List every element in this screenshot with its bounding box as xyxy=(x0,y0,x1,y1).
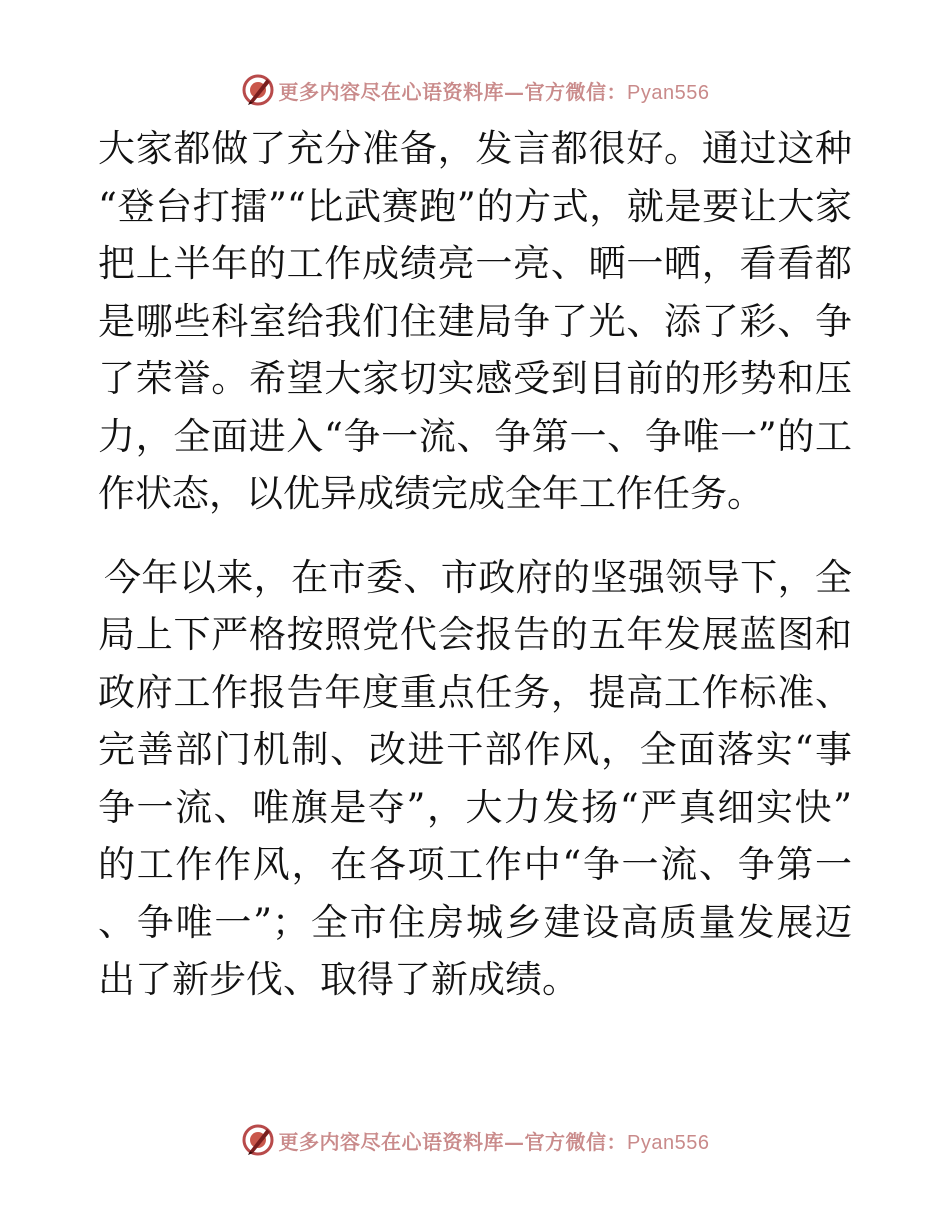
pen-seal-logo-icon xyxy=(241,73,275,107)
header-watermark xyxy=(0,70,950,110)
document-body xyxy=(98,120,852,1009)
paragraph-1: 大家都做了充分准备，发言都很好。通过这种“登台打擂”“比武赛跑”的方式，就是要让大家把上半年的工作成绩亮一亮、晒一晒，看看都是哪些科室给我们住建局争了光、添了彩、争了荣誉。希望大家切实感受到目前的形势和压力，全面进入“争一流、争第一、争唯一”的工作状态，以优异成绩完成全年工作任务。 xyxy=(98,127,852,515)
watermark-text: 更多内容尽在心语资料库—官方微信：Pyan556 xyxy=(278,1129,710,1154)
footer-watermark xyxy=(0,1120,950,1160)
pen-seal-logo-icon xyxy=(241,1123,275,1157)
paragraph-2: 今年以来，在市委、市政府的坚强领导下，全局上下严格按照党代会报告的五年发展蓝图和政府工作报告年度重点任务，提高工作标准、完善部门机制、改进干部作风，全面落实“事争一流、唯旗是夺”，大力发扬“严真细实快”的工作作风，在各项工作中“争一流、争第一、争唯一”；全市住房城乡建设高质量发展迈出了新步伐、取得了新成绩。 xyxy=(98,555,852,1001)
watermark-text: 更多内容尽在心语资料库—官方微信：Pyan556 xyxy=(278,79,710,104)
